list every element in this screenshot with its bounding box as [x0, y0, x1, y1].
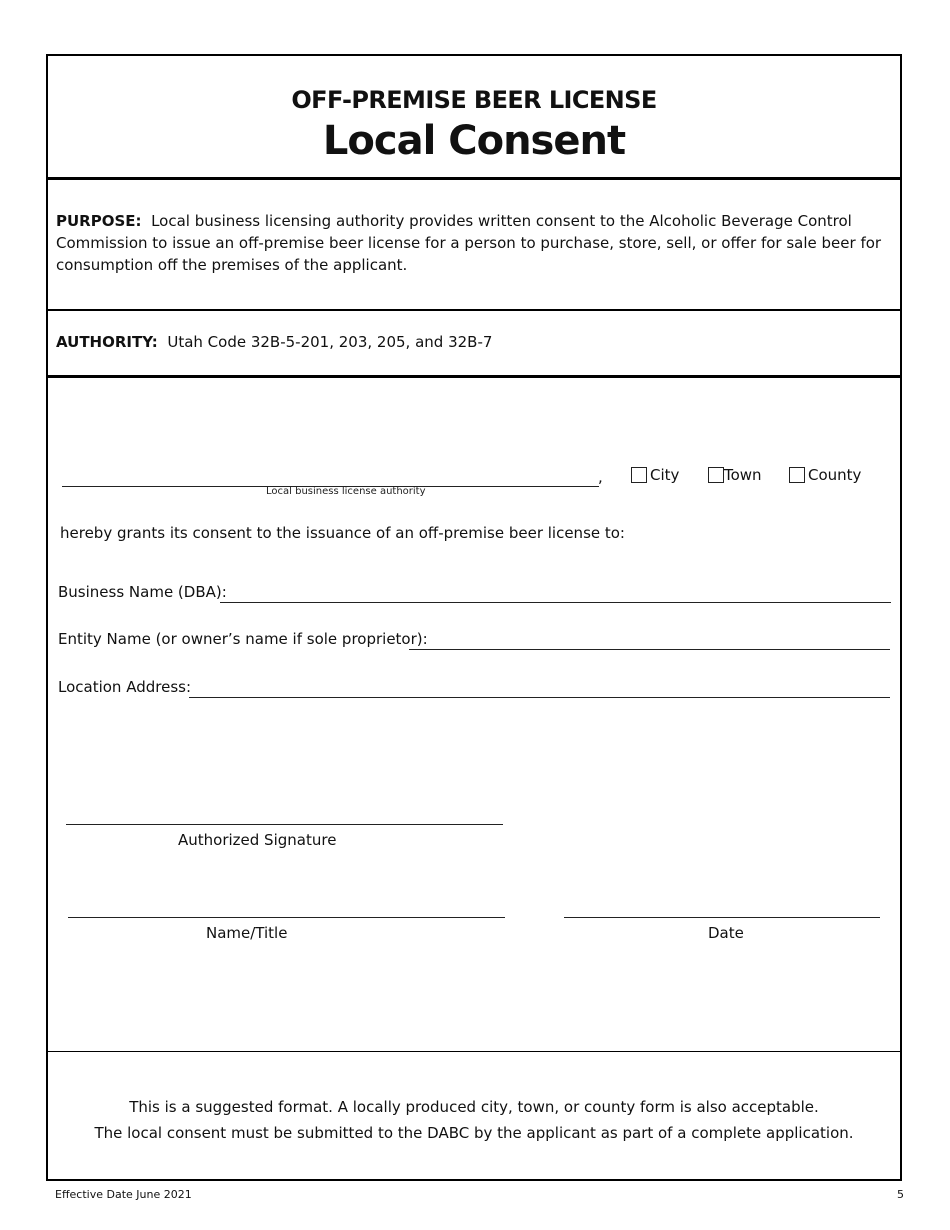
authority-text: Utah Code 32B-5-201, 203, 205, and 32B-7: [167, 333, 493, 351]
authorized-signature-field[interactable]: [66, 824, 503, 825]
checkbox-county-wrap[interactable]: [789, 466, 861, 484]
business-name-label: Business Name (DBA):: [58, 583, 227, 601]
form-title: Local Consent: [322, 118, 626, 164]
name-title-field[interactable]: [68, 917, 505, 918]
date-field[interactable]: [564, 917, 880, 918]
date-label: Date: [708, 924, 744, 942]
notice-line-2: The local consent must be submitted to the DABC by the applicant as part of a complete application.: [94, 1124, 854, 1142]
entity-name-label: Entity Name (or owner’s name if sole proprietor):: [58, 630, 428, 648]
checkbox-county[interactable]: [789, 467, 805, 483]
form-frame: [46, 54, 902, 1181]
notice-line-1: This is a suggested format. A locally produced city, town, or county form is also acceptable.: [129, 1098, 819, 1116]
checkbox-town-wrap[interactable]: [708, 466, 762, 484]
notice-section: [48, 1052, 900, 1179]
checkbox-city-wrap[interactable]: [631, 466, 679, 484]
purpose-text: Local business licensing authority provides written consent to the Alcoholic Beverage Control Commission to issue an off-premise beer license for a person to purchase, store, sell, or offer for sale beer for consumption off the premises of the applicant.: [56, 212, 882, 274]
checkbox-city-label: City: [650, 466, 680, 484]
entity-name-field[interactable]: [409, 649, 890, 650]
checkbox-city[interactable]: [631, 467, 647, 483]
business-name-field[interactable]: [220, 602, 891, 603]
title-section: [48, 56, 900, 180]
page-number: 5: [897, 1188, 904, 1201]
authority-section: [48, 311, 900, 378]
location-address-label: Location Address:: [58, 678, 192, 696]
grant-text: hereby grants its consent to the issuance of an off-premise beer license to:: [60, 524, 625, 542]
purpose-section: [48, 180, 900, 311]
name-title-label: Name/Title: [206, 924, 288, 942]
form-subtitle: OFF-PREMISE BEER LICENSE: [291, 86, 657, 114]
effective-date: Effective Date June 2021: [55, 1188, 192, 1201]
authorized-signature-label: Authorized Signature: [178, 831, 337, 849]
comma: ,: [598, 468, 603, 486]
checkbox-town[interactable]: [708, 467, 724, 483]
authority-label: AUTHORITY:: [56, 333, 158, 351]
consent-section: [48, 378, 900, 1052]
checkbox-town-label: Town: [724, 466, 762, 484]
license-authority-caption: Local business license authority: [266, 486, 426, 497]
purpose-label: PURPOSE:: [56, 212, 142, 230]
location-address-field[interactable]: [189, 697, 890, 698]
checkbox-county-label: County: [808, 466, 862, 484]
